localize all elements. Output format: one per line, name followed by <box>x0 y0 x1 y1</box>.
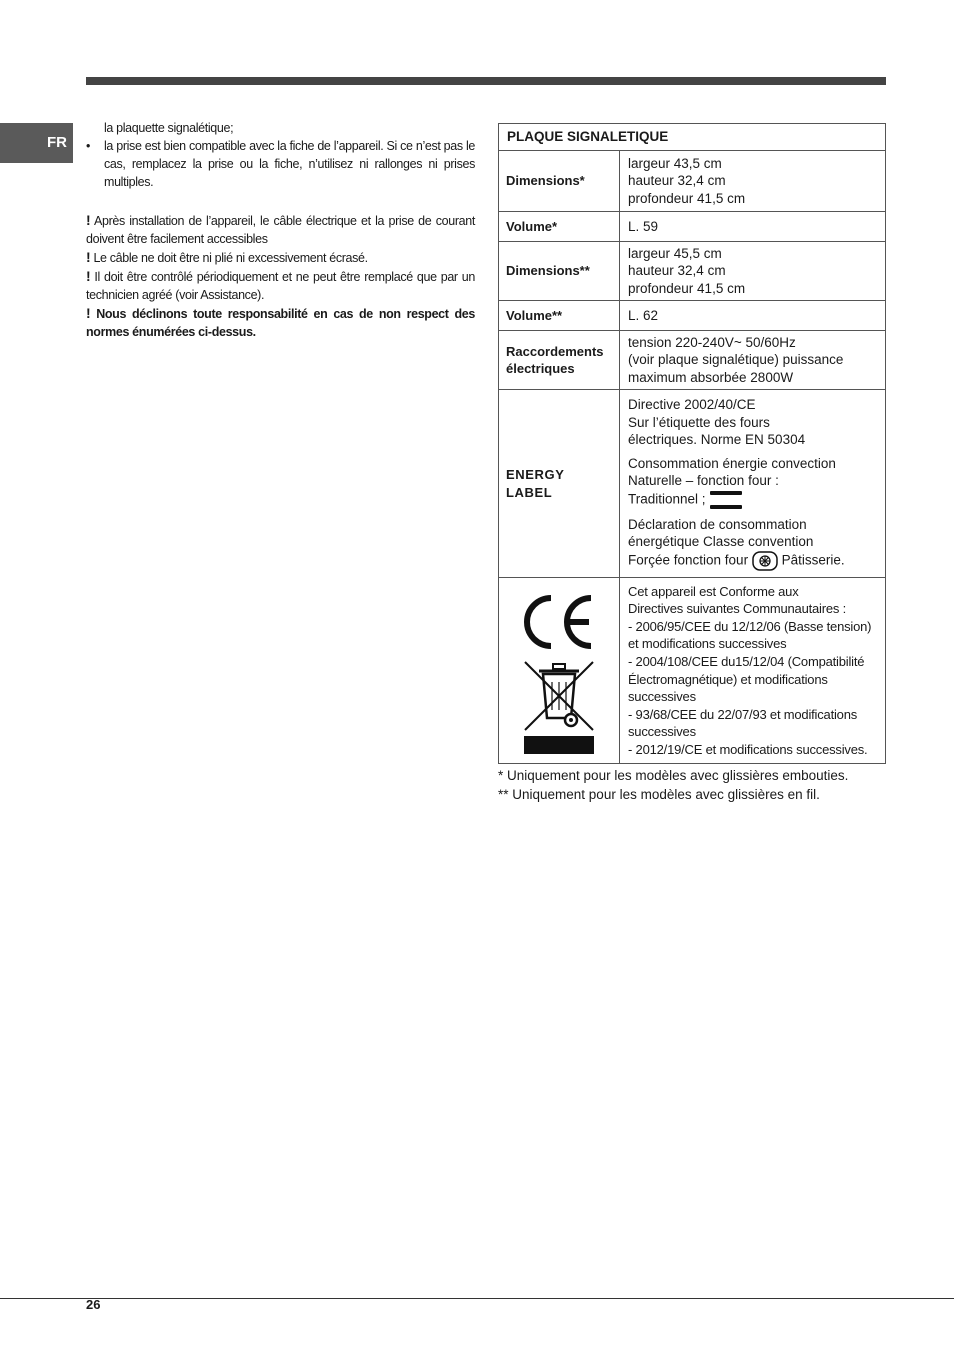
table-row <box>499 242 886 301</box>
warning-4 <box>86 304 475 341</box>
dimensions-value: largeur 43,5 cm hauteur 32,4 cm profondeur 41,5 cm <box>620 151 886 212</box>
black-bar-icon <box>524 736 594 754</box>
bottom-rule <box>0 1298 954 1299</box>
table-row <box>499 578 886 764</box>
rating-plate-table <box>498 123 886 764</box>
table-row <box>499 301 886 331</box>
footnote: * Uniquement pour les modèles avec glissières embouties. <box>498 768 849 783</box>
dimensions-label: Dimensions** <box>499 242 620 301</box>
table-row <box>499 151 886 212</box>
bullet-icon: • <box>86 139 91 153</box>
table-row <box>499 331 886 390</box>
energy-label: ENERGY LABEL <box>499 390 620 578</box>
energy-value <box>620 390 886 578</box>
certification-icons <box>499 578 620 764</box>
electrical-label: Raccordements électriques <box>499 331 620 390</box>
exclamation-icon: ! <box>86 249 91 265</box>
traditional-mode-icon <box>709 490 743 510</box>
energy-directive: Directive 2002/40/CE Sur l’étiquette des fours électriques. Norme EN 50304 <box>628 397 806 448</box>
volume-value: L. 59 <box>620 212 886 242</box>
list-item: la plaquette signalétique; <box>104 121 234 135</box>
exclamation-icon: ! <box>86 212 91 228</box>
ce-mark-icon <box>519 592 599 652</box>
warning-2 <box>86 248 475 267</box>
pastry-mode-icon <box>752 551 778 571</box>
electrical-value: tension 220-240V~ 50/60Hz (voir plaque signalétique) puissance maximum absorbée 2800W <box>620 331 886 390</box>
warning-1 <box>86 211 475 248</box>
table-row <box>499 212 886 242</box>
exclamation-icon: ! <box>86 268 91 284</box>
page-number: 26 <box>86 1297 101 1312</box>
warning-text: Après installation de l’appareil, le câble électrique et la prise de courant doivent être facilement accessibles <box>86 214 475 246</box>
conformity-text: Cet appareil est Conforme aux Directives suivantes Communautaires : - 2006/95/CEE du 12/12/06 (Basse tension) et modifications successives - 2004/108/CEE du15/12/04 (Compatibilité Électromagnétique) et modifications successives - 93/68/CEE du 22/07/93 et modifications successives - 2012/19/CE et modifications successives. <box>620 578 886 764</box>
warning-text: Il doit être contrôlé périodiquement et ne peut être remplacé que par un technicien agréé (voir Assistance). <box>86 270 476 302</box>
warning-3 <box>86 267 475 304</box>
list-item <box>86 137 475 191</box>
volume-label: Volume* <box>499 212 620 242</box>
dimensions-label: Dimensions* <box>499 151 620 212</box>
weee-bin-icon <box>521 660 597 732</box>
exclamation-icon: ! <box>86 305 91 321</box>
footnote: ** Uniquement pour les modèles avec glissières en fil. <box>498 786 820 802</box>
warning-text: Nous déclinons toute responsabilité en cas de non respect des normes énumérées ci-dessus. <box>86 307 475 339</box>
list-item-text: la prise est bien compatible avec la fiche de l’appareil. Si ce n’est pas le cas, remplacez la prise ou la fiche, n’utilisez ni rallonges ni prises multiples. <box>104 139 475 189</box>
energy-natural-convection: Consommation énergie convection Naturelle – fonction four : Traditionnel ; <box>628 455 881 510</box>
language-tab: FR <box>0 123 73 163</box>
dimensions-value: largeur 45,5 cm hauteur 32,4 cm profondeur 41,5 cm <box>620 242 886 301</box>
volume-value: L. 62 <box>620 301 886 331</box>
energy-forced-convection: Déclaration de consommation énergétique Classe convention Forçée fonction four Pâtisserie. <box>628 516 881 571</box>
volume-label: Volume** <box>499 301 620 331</box>
table-row <box>499 124 886 151</box>
footnotes <box>498 767 848 804</box>
table-row <box>499 390 886 578</box>
warning-text: Le câble ne doit être ni plié ni excessivement écrasé. <box>93 251 368 265</box>
top-rule <box>86 77 886 85</box>
safety-instructions <box>86 119 475 341</box>
table-title: PLAQUE SIGNALETIQUE <box>499 124 886 151</box>
